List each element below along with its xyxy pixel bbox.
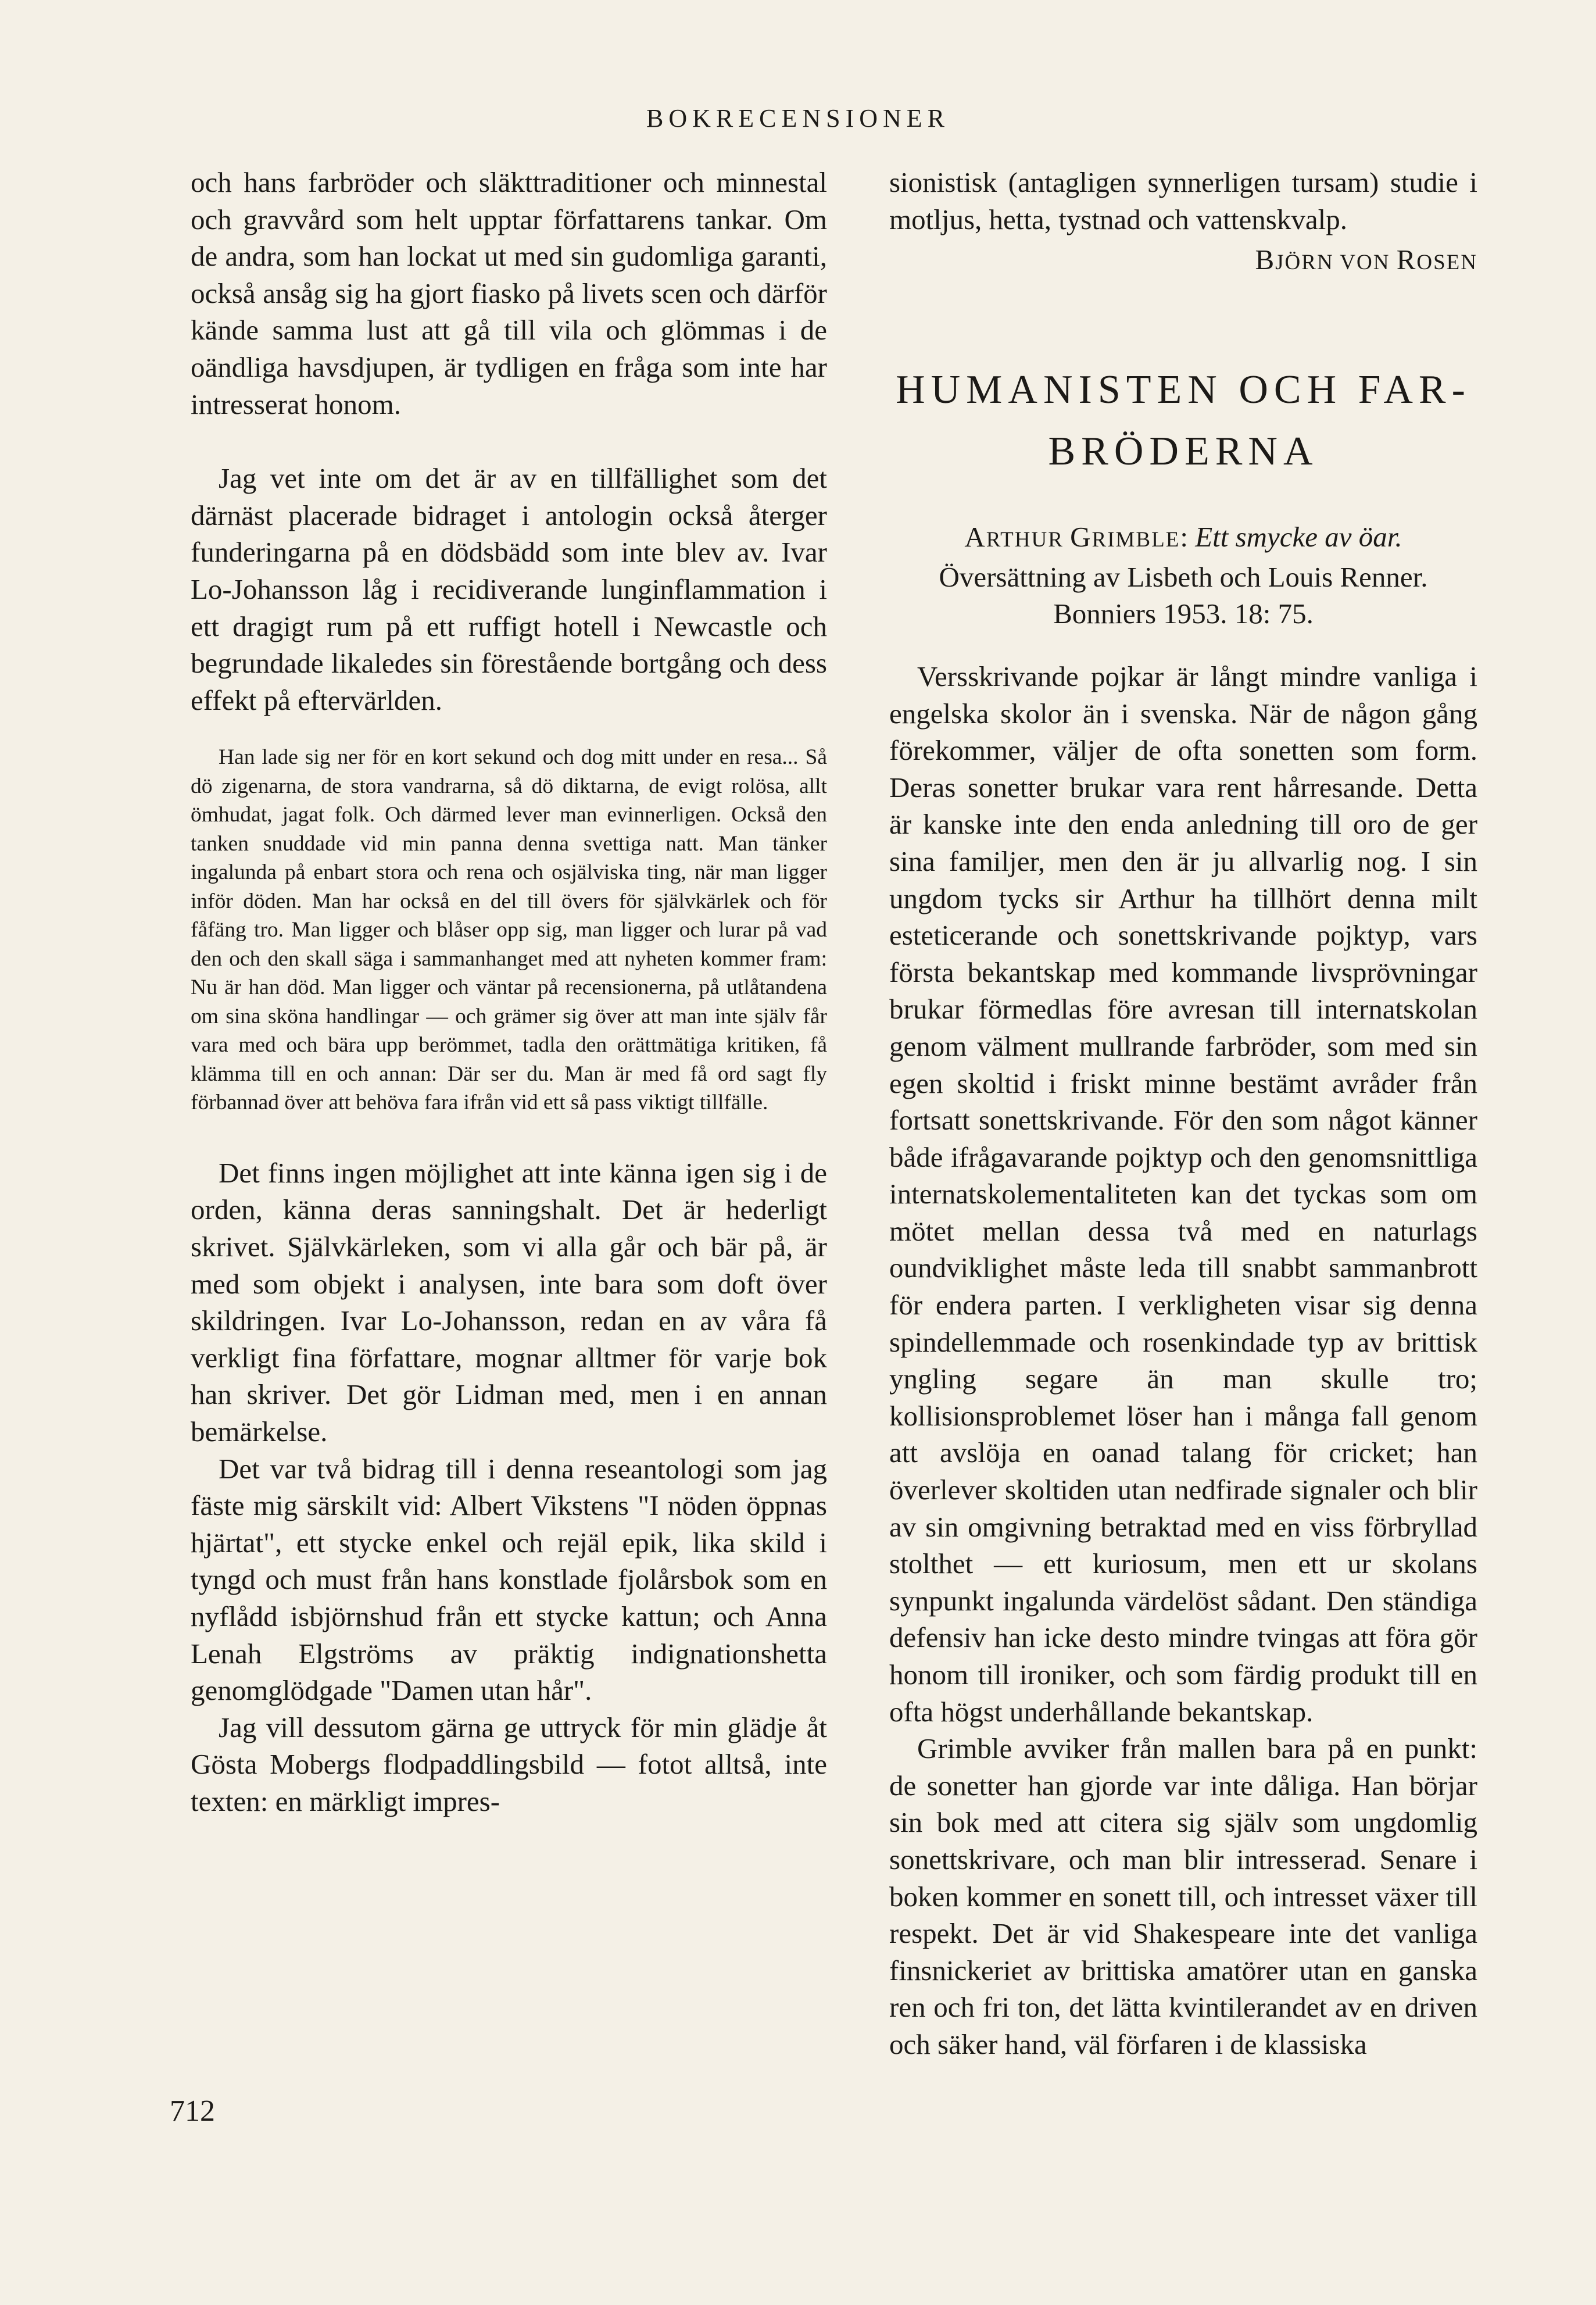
book-translation: Översättning av Lisbeth och Louis Renner. <box>939 560 1428 593</box>
left-paragraph-2: Jag vet inte om det är av en tillfällighet som det därnäst placerade bidraget i antologin också återger funderingarna på en dödsbädd som inte blev av. Ivar Lo-Johansson låg i recidiverande lunginflammation i ett dragigt rum på ett ruffigt hotell i Newcastle och begrundade likaledes sin förestående bortgång och dess effekt på eftervärlden. <box>191 462 827 716</box>
block-quotation <box>191 743 827 1117</box>
left-paragraph-1: och hans farbröder och släkttraditioner och minnestal och gravvård som helt upptar författarens tankar. Om de andra, som han lockat ut med sin gudomliga garanti, också ansåg sig ha gjort fiasko på livets scen och därför kände samma lust att gå till vila och glömmas i de oändliga havsdjupen, är tydligen en fråga som inte har intresserat honom. <box>191 166 827 420</box>
book-title: Ett smycke av öar. <box>1195 521 1402 553</box>
left-paragraph-3: Det finns ingen möjlighet att inte känna igen sig i de orden, känna deras sanningshalt. Det är hederligt skrivet. Självkärleken, som vi alla går och bär på, är med som objekt i analysen, inte bara som doft över skildringen. Ivar Lo-Johansson, redan en av våra få verkligt fina författare, mognar alltmer för varje bok han skriver. Det gör Lidman med, men i en annan bemärkelse. <box>191 1156 827 1448</box>
article-title-line-2: BRÖDERNA <box>1048 429 1319 474</box>
left-paragraph-4: Det var två bidrag till i denna reseantologi som jag fäste mig särskilt vid: Albert Vikstens "I nöden öppnas hjärtat", ett stycke enkel och rejäl epik, lika skild i tyngd och must från hans konstlade fjolårsbok som en nyflådd isbjörnshud från ett stycke kattun; och Anna Lenah Elgströms av präktig indignationshetta genomglödgade "Damen utan hår". <box>191 1452 827 1707</box>
reviewer-signature <box>889 241 1477 281</box>
quotation-text: Han lade sig ner för en kort sekund och dog mitt under en resa... Så dö zigenarna, de stora vandrarna, så dö diktarna, de evigt rolösa, allt ömhudat, jagat folk. Och därmed lever man evinnerligen. Också den tanken snuddade vid min panna denna svettiga natt. Man tänker ingalunda på enbart stora och rena och osjälviska ting, när man ligger inför döden. Man har också en del till övers för självkärlek och för fåfäng tro. Man ligger och blåser opp sig, man ligger och lurar på vad den och den skall säga i sammanhanget med att nyheten kommer fram: Nu är han död. Man ligger och väntar på recensionerna, på utlåtandena om sina sköna handlingar — och grämer sig över att man inte själv får vara med och bära upp berömmet, tadla den orättmätiga kritiken, få klämma till en och annan: Där ser du. Man är med få ord sagt fly förbannad över att behöva fara ifrån vid ett så pass viktigt tillfälle. <box>191 745 827 1115</box>
page-number: 712 <box>170 2095 215 2128</box>
right-paragraph-3: Grimble avviker från mallen bara på en punkt: de sonetter han gjorde var inte dåliga. Han börjar sin bok med att citera sig själv som ungdomlig sonettskrivare, och man blir intresserad. Senare i boken kommer en sonett till, och intresset växer till respekt. Det är vid Shakespeare inte det vanliga finsnickeriet av brittiska amatörer utan en ganska ren och fri ton, det lätta kvintilerandet av en driven och säker hand, väl förfaren i de klassiska <box>889 1732 1477 2060</box>
bibliographic-entry: ARTHUR GRIMBLE: Ett smycke av öar. Översättning av Lisbeth och Louis Renner. Bonniers 1953. 18: 75. <box>939 521 1428 630</box>
book-publisher: Bonniers 1953. 18: 75. <box>1053 598 1314 630</box>
book-author: ARTHUR GRIMBLE <box>964 521 1180 553</box>
running-head: BOKRECENSIONER <box>646 104 950 133</box>
right-column <box>889 164 1477 2063</box>
article-title-line-1: HUMANISTEN OCH FAR- <box>896 367 1471 413</box>
signature-text: BJÖRN VON ROSEN <box>1255 244 1477 276</box>
right-paragraph-2: Versskrivande pojkar är långt mindre vanliga i engelska skolor än i svenska. När de någon gång förekommer, väljer de ofta sonetten som form. Deras sonetter brukar vara rent hårresande. Detta är kanske inte den enda anledning till oro de ger sina familjer, men den är ju allvarlig nog. I sin ungdom tycks sir Arthur ha tillhört denna milt esteticerande och sonettskrivande pojktyp, vars första bekantskap med kommande livsprövningar brukar förmedlas före avresan till internatskolan genom välment mullrande farbröder, som med sin egen skoltid i friskt minne bestämt avråder från fortsatt sonettskrivande. För den som något känner både ifrågavarande pojktyp och den genomsnittliga internatskolementaliteten kan det tyckas som om mötet mellan dessa två med en naturlags oundviklighet måste leda till snabbt sammanbrott för endera parten. I verkligheten visar sig denna spindellemmade och rosenkindade typ av brittisk yngling segare än man skulle tro; kollisionsproblemet löser han i många fall genom att avslöja en oanad talang för cricket; han överlever skoltiden utan nedfirade signaler och blir av sin omgivning betraktad med en viss förbryllad stolthet — ett kuriosum, men ett ur skolans synpunkt ingalunda värdelöst sådant. Den ständiga defensiv han icke desto mindre tvingas att föra gör honom till ironiker, och som färdig produkt till en ofta högst underhållande bekantskap. <box>889 660 1477 1728</box>
right-paragraph-1: sionistisk (antagligen synnerligen tursam) studie i motljus, hetta, tystnad och vattenskvalp. <box>889 166 1477 235</box>
left-column <box>191 164 827 1820</box>
left-paragraph-5: Jag vill dessutom gärna ge uttryck för min glädje åt Gösta Mobergs flodpaddlingsbild — fotot alltså, inte texten: en märkligt impres- <box>191 1711 827 1817</box>
article-title <box>889 359 1477 483</box>
